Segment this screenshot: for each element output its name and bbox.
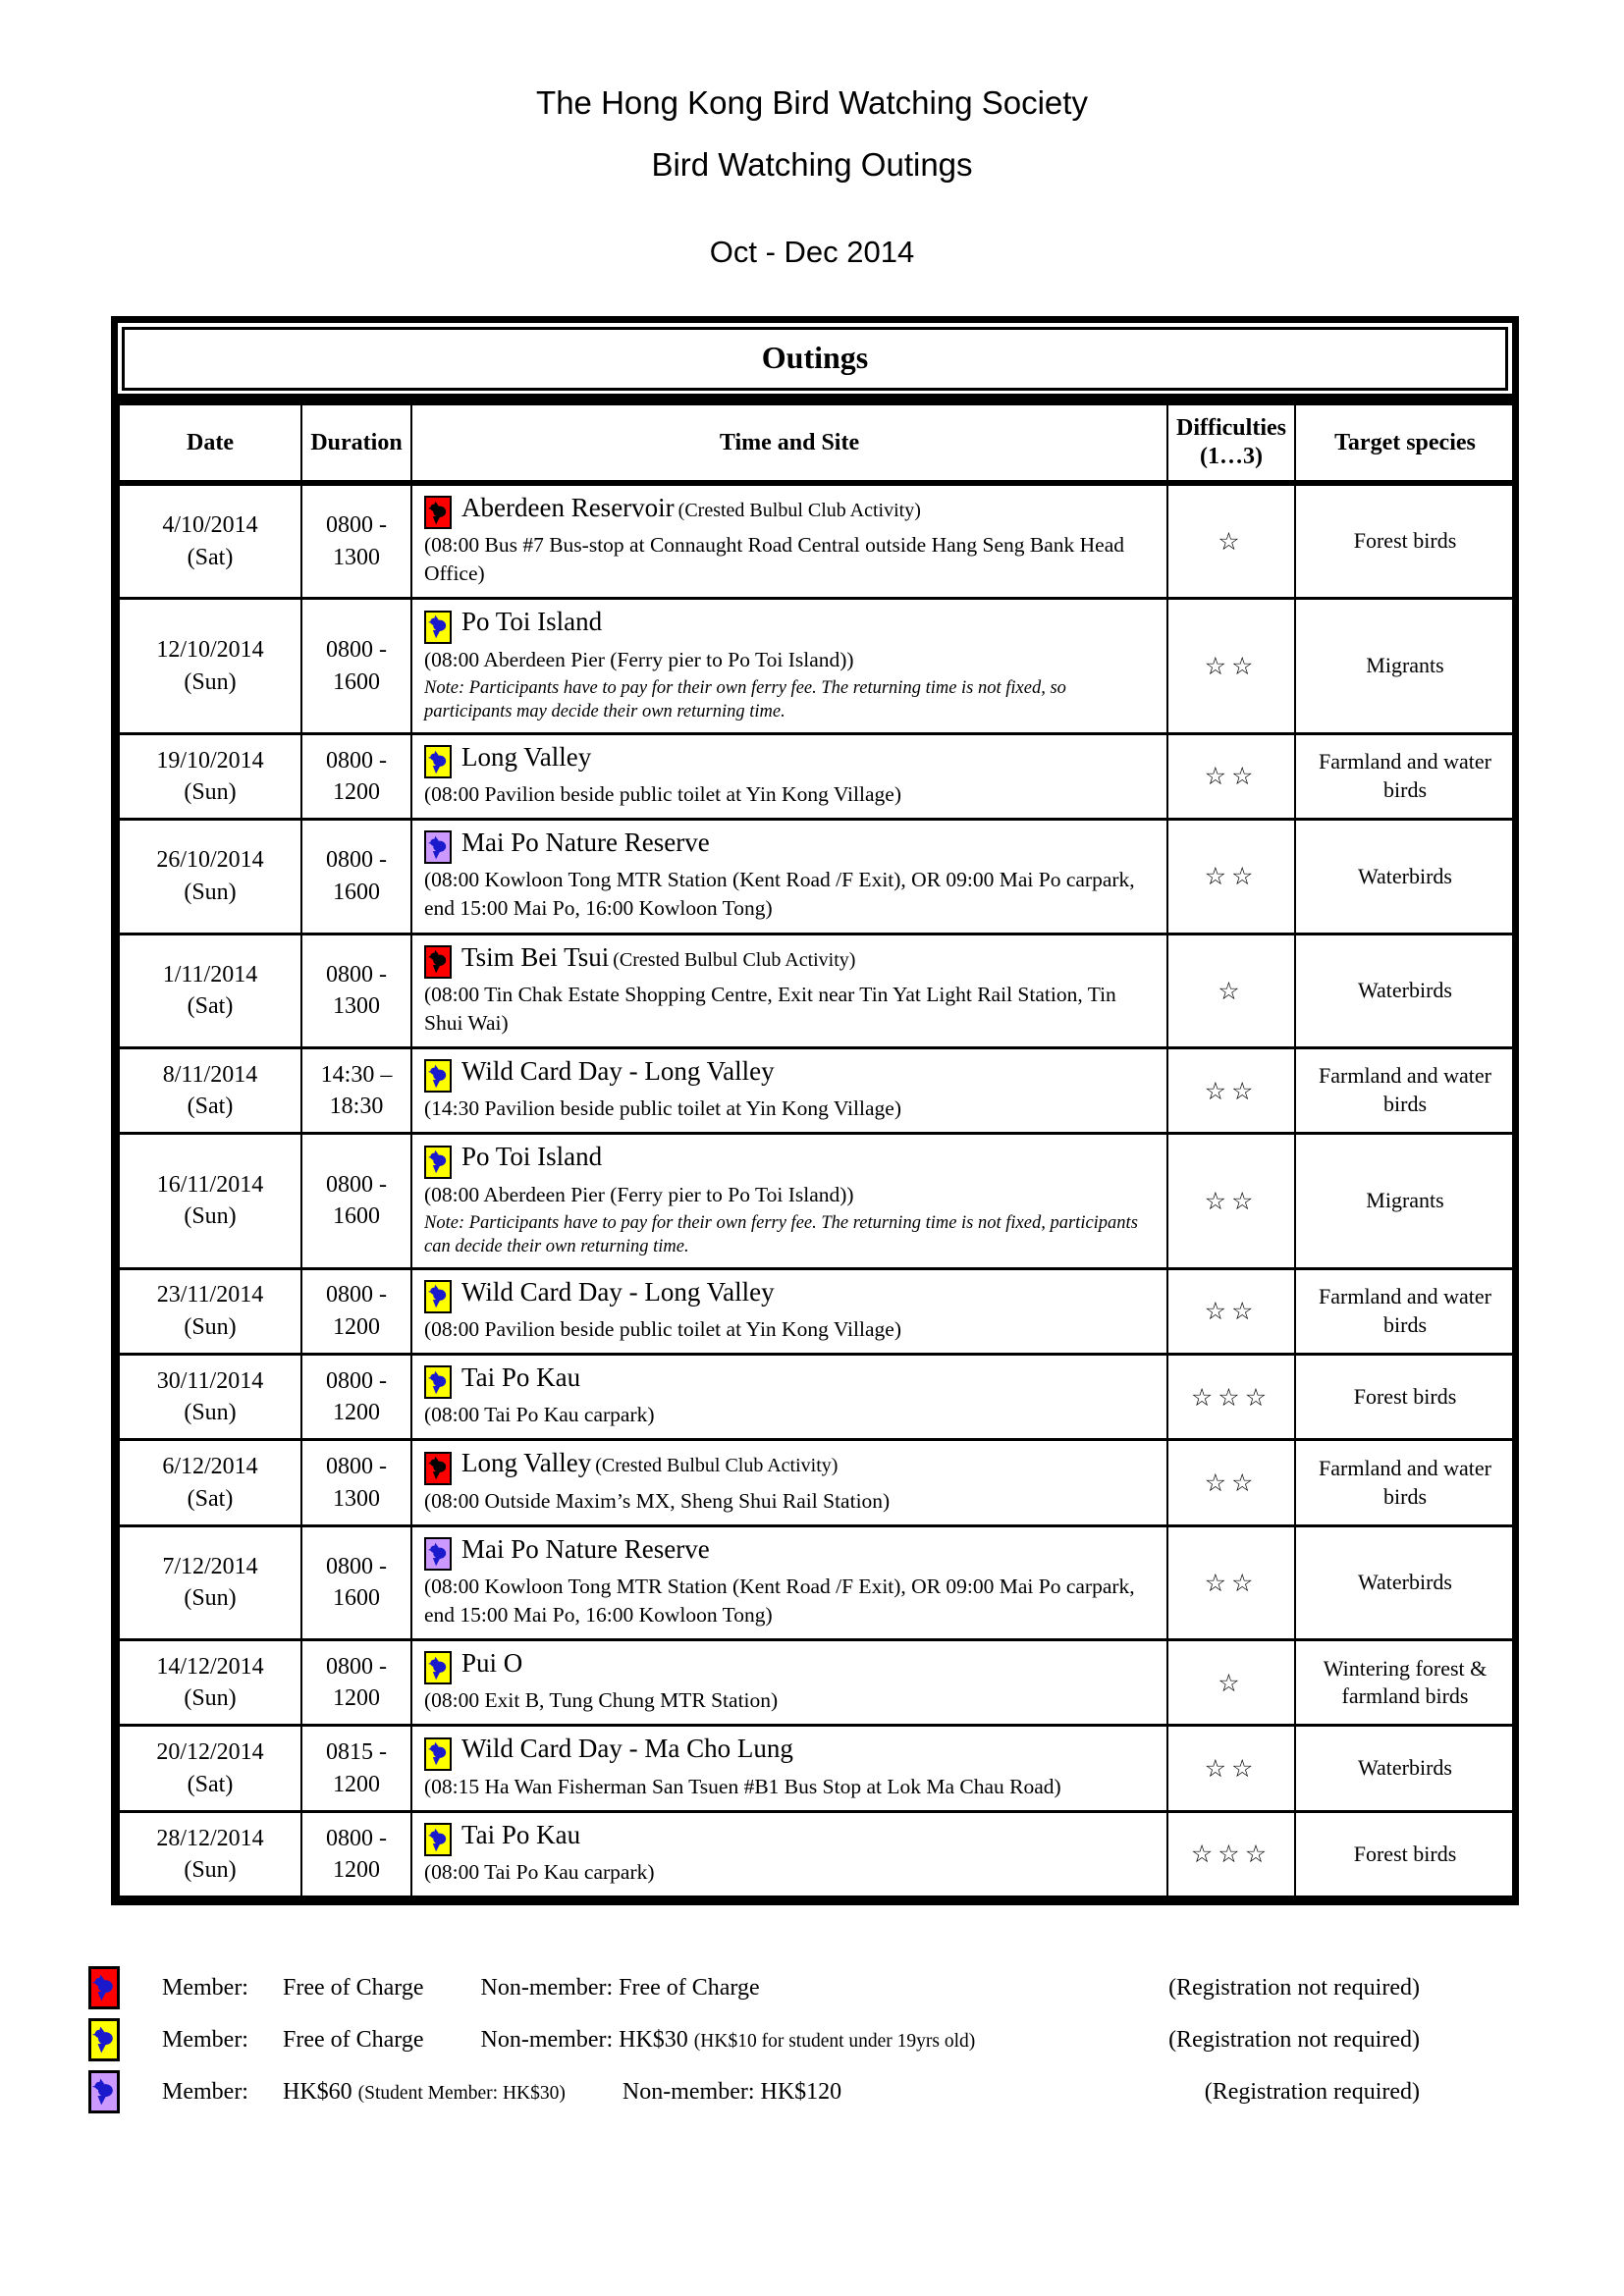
target-species-cell: Waterbirds: [1295, 934, 1515, 1047]
duration-start: 0800 -: [326, 1172, 387, 1199]
date-weekday: (Sun): [184, 668, 237, 695]
difficulty-stars: ☆☆☆: [1190, 1840, 1272, 1869]
date-weekday: (Sun): [184, 1585, 237, 1612]
target-species-cell: Forest birds: [1295, 483, 1515, 599]
legend-registration-note: (Registration required): [1204, 2078, 1420, 2105]
difficulty-cell: [1167, 934, 1295, 1047]
date-value: 4/10/2014: [162, 512, 258, 539]
date-weekday: (Sat): [187, 1485, 234, 1512]
difficulty-cell: [1167, 483, 1295, 599]
outings-table-body: [119, 483, 1515, 1897]
purple-bird-icon: [424, 1537, 452, 1571]
date-value: 6/12/2014: [162, 1454, 258, 1480]
legend-member-label: Member:: [162, 1974, 248, 2001]
duration-start: 0800 -: [326, 961, 387, 988]
meeting-detail: (08:00 Exit B, Tung Chung MTR Station): [424, 1688, 779, 1713]
duration-end: 1200: [333, 1313, 380, 1340]
duration-cell: [301, 1354, 411, 1439]
duration-end: 1600: [333, 1585, 380, 1612]
duration-cell: [301, 1811, 411, 1896]
table-row: [119, 1811, 1515, 1896]
duration-cell: [301, 820, 411, 934]
time-and-site-cell: [411, 1268, 1167, 1354]
yellow-bird-icon: [424, 1280, 452, 1313]
difficulty-stars: ☆☆: [1204, 762, 1259, 791]
difficulty-cell: [1167, 1525, 1295, 1639]
purple-bird-icon: [424, 830, 452, 864]
time-and-site-cell: [411, 483, 1167, 599]
meeting-detail: (08:00 Kowloon Tong MTR Station (Kent Road /F Exit), OR 09:00 Mai Po carpark, end 15:00 Mai Po, 16:00 Kowloon Tong): [424, 1575, 1135, 1628]
duration-start: 0800 -: [326, 512, 387, 539]
date-cell: [119, 1047, 301, 1133]
date-cell: [119, 934, 301, 1047]
site-title-line: [424, 493, 1155, 529]
column-header-difficulties: [1167, 404, 1295, 484]
meeting-detail: (08:00 Aberdeen Pier (Ferry pier to Po Toi Island)): [424, 647, 854, 671]
red-bird-icon: [424, 945, 452, 979]
date-cell: [119, 1640, 301, 1726]
divider: [118, 394, 1512, 402]
date-cell: [119, 1268, 301, 1354]
date-value: 8/11/2014: [162, 1061, 258, 1088]
difficulty-stars: ☆☆: [1204, 652, 1259, 681]
date-value: 20/12/2014: [156, 1739, 264, 1766]
date-weekday: (Sun): [184, 1856, 237, 1883]
site-title-line: [424, 1448, 1155, 1484]
target-species-cell: Farmland and water birds: [1295, 1268, 1515, 1354]
date-cell: [119, 599, 301, 733]
legend-member-label: Member:: [162, 2026, 248, 2053]
meeting-detail: (08:15 Ha Wan Fisherman San Tsuen #B1 Bus Stop at Lok Ma Chau Road): [424, 1774, 1061, 1798]
fee-legend: [88, 1966, 1496, 2113]
difficulty-cell: [1167, 1640, 1295, 1726]
site-title-suffix: (Crested Bulbul Club Activity): [677, 500, 921, 521]
table-row: [119, 1354, 1515, 1439]
duration-cell: [301, 1640, 411, 1726]
site-title-line: [424, 1362, 1155, 1399]
date-weekday: (Sat): [187, 544, 234, 570]
duration-cell: [301, 1047, 411, 1133]
difficulty-cell: [1167, 1268, 1295, 1354]
difficulty-stars: ☆: [1218, 527, 1245, 557]
legend-registration-note: (Registration not required): [1168, 1974, 1420, 2001]
legend-member-value: Free of Charge: [282, 1974, 424, 2001]
duration-start: 0800 -: [326, 1653, 387, 1680]
date-cell: [119, 1354, 301, 1439]
duration-cell: [301, 1268, 411, 1354]
legend-nonmember: Non-member: Free of Charge: [480, 1974, 760, 2001]
date-cell: [119, 1811, 301, 1896]
date-value: 28/12/2014: [156, 1825, 264, 1851]
duration-cell: [301, 483, 411, 599]
target-species-cell: Waterbirds: [1295, 820, 1515, 934]
meeting-detail: (08:00 Tai Po Kau carpark): [424, 1860, 655, 1885]
difficulty-stars: ☆: [1218, 976, 1245, 1005]
date-weekday: (Sun): [184, 1685, 237, 1712]
target-species-cell: Migrants: [1295, 599, 1515, 733]
legend-member-small: (Student Member: HK$30): [357, 2082, 566, 2104]
difficulty-cell: [1167, 1811, 1295, 1896]
date-value: 1/11/2014: [162, 961, 258, 988]
site-title: Pui O: [461, 1648, 523, 1679]
date-weekday: (Sat): [187, 1094, 234, 1120]
difficulty-stars: ☆☆: [1204, 862, 1259, 891]
site-title-line: [424, 607, 1155, 643]
column-header-date: Date: [119, 404, 301, 484]
table-row: [119, 1525, 1515, 1639]
table-row: [119, 483, 1515, 599]
time-and-site-cell: [411, 733, 1167, 819]
duration-start: 0815 -: [326, 1739, 387, 1766]
legend-row: [88, 1966, 1496, 2009]
duration-cell: [301, 934, 411, 1047]
duration-cell: [301, 1726, 411, 1811]
difficulty-cell: [1167, 1726, 1295, 1811]
duration-end: 1200: [333, 1771, 380, 1797]
red-bird-icon: [424, 1452, 452, 1485]
site-title: Po Toi Island: [461, 607, 603, 637]
difficulty-stars: ☆☆: [1204, 1568, 1259, 1597]
site-title: Long Valley: [461, 741, 592, 772]
difficulty-cell: [1167, 733, 1295, 819]
site-title: Aberdeen Reservoir: [461, 493, 675, 522]
difficulty-stars: ☆☆☆: [1190, 1382, 1272, 1412]
duration-start: 0800 -: [326, 847, 387, 874]
period-label: Oct - Dec 2014: [709, 235, 915, 269]
site-title: Long Valley: [461, 1448, 592, 1478]
site-title-suffix: (Crested Bulbul Club Activity): [613, 948, 856, 971]
site-title-line: [424, 1056, 1155, 1093]
site-title-line: [424, 828, 1155, 864]
site-title-line: [424, 742, 1155, 778]
target-species-cell: Farmland and water birds: [1295, 1440, 1515, 1525]
time-and-site-cell: [411, 1811, 1167, 1896]
duration-start: 0800 -: [326, 1825, 387, 1851]
time-and-site-cell: [411, 1354, 1167, 1439]
date-value: 23/11/2014: [156, 1282, 264, 1308]
difficulty-stars: ☆☆: [1204, 1076, 1259, 1105]
date-cell: [119, 483, 301, 599]
document-header: [0, 0, 1624, 270]
duration-end: 1200: [333, 1685, 380, 1712]
duration-end: 1600: [333, 879, 380, 905]
table-row: [119, 1440, 1515, 1525]
date-cell: [119, 733, 301, 819]
site-title: Po Toi Island: [461, 1142, 603, 1172]
date-cell: [119, 1726, 301, 1811]
yellow-bird-icon: [424, 1651, 452, 1684]
target-species-cell: Forest birds: [1295, 1354, 1515, 1439]
table-row: [119, 820, 1515, 934]
difficulties-label-line1: Difficulties: [1176, 415, 1286, 441]
duration-start: 0800 -: [326, 747, 387, 774]
date-cell: [119, 1134, 301, 1268]
site-title: Mai Po Nature Reserve: [461, 828, 710, 858]
site-note: Note: Participants have to pay for their own ferry fee. The returning time is not fixed, participants can decide their own returning time.: [424, 1212, 1138, 1256]
site-title: Wild Card Day - Ma Cho Lung: [461, 1734, 793, 1764]
outings-table-frame: [111, 316, 1519, 1905]
meeting-detail: (08:00 Tai Po Kau carpark): [424, 1403, 655, 1427]
yellow-bird-icon: [424, 1146, 452, 1179]
duration-cell: [301, 599, 411, 733]
difficulty-stars: ☆☆: [1204, 1186, 1259, 1215]
duration-end: 1200: [333, 1400, 380, 1426]
duration-end: 1600: [333, 1203, 380, 1230]
difficulty-cell: [1167, 820, 1295, 934]
date-value: 12/10/2014: [156, 637, 264, 664]
date-weekday: (Sun): [184, 1203, 237, 1230]
date-weekday: (Sun): [184, 1313, 237, 1340]
difficulty-cell: [1167, 1440, 1295, 1525]
difficulty-cell: [1167, 1047, 1295, 1133]
purple-bird-icon: [88, 2070, 120, 2113]
yellow-bird-icon: [424, 745, 452, 778]
time-and-site-cell: [411, 1440, 1167, 1525]
table-row: [119, 934, 1515, 1047]
site-title-line: [424, 1820, 1155, 1856]
difficulty-stars: ☆: [1218, 1668, 1245, 1697]
site-title-line: [424, 942, 1155, 979]
time-and-site-cell: [411, 1726, 1167, 1811]
date-value: 7/12/2014: [162, 1553, 258, 1579]
date-weekday: (Sun): [184, 1400, 237, 1426]
table-row: [119, 1134, 1515, 1268]
difficulty-stars: ☆☆: [1204, 1468, 1259, 1497]
legend-nonmember: Non-member: HK$120: [622, 2078, 842, 2105]
page-title: The Hong Kong Bird Watching Society: [536, 84, 1088, 121]
meeting-detail: (08:00 Pavilion beside public toilet at Yin Kong Village): [424, 1316, 901, 1341]
column-header-time-site: Time and Site: [411, 404, 1167, 484]
duration-start: 14:30 –: [320, 1061, 393, 1088]
legend-nonmember-small: (HK$10 for student under 19yrs old): [693, 2030, 976, 2052]
duration-start: 0800 -: [326, 1454, 387, 1480]
meeting-detail: (08:00 Outside Maxim’s MX, Sheng Shui Rail Station): [424, 1488, 891, 1513]
date-value: 19/10/2014: [156, 747, 264, 774]
site-title: Wild Card Day - Long Valley: [461, 1276, 775, 1307]
column-header-duration: Duration: [301, 404, 411, 484]
table-row: [119, 1640, 1515, 1726]
target-species-cell: Forest birds: [1295, 1811, 1515, 1896]
table-title: Outings: [122, 327, 1508, 391]
site-title-line: [424, 1734, 1155, 1770]
table-header-row: [119, 404, 1515, 484]
yellow-bird-icon: [424, 1823, 452, 1856]
duration-cell: [301, 1134, 411, 1268]
table-row: [119, 1047, 1515, 1133]
duration-end: 1300: [333, 544, 380, 570]
site-note: Note: Participants have to pay for their own ferry fee. The returning time is not fixed, so participants may decide their own returning time.: [424, 677, 1066, 721]
legend-member-value: Free of Charge: [282, 2026, 424, 2053]
red-bird-icon: [88, 1966, 120, 2009]
target-species-cell: Migrants: [1295, 1134, 1515, 1268]
time-and-site-cell: [411, 599, 1167, 733]
target-species-cell: Waterbirds: [1295, 1525, 1515, 1639]
time-and-site-cell: [411, 1640, 1167, 1726]
date-value: 16/11/2014: [156, 1172, 264, 1199]
meeting-detail: (08:00 Pavilion beside public toilet at Yin Kong Village): [424, 782, 901, 807]
yellow-bird-icon: [424, 1365, 452, 1399]
date-value: 14/12/2014: [156, 1653, 264, 1680]
duration-start: 0800 -: [326, 1282, 387, 1308]
date-weekday: (Sun): [184, 879, 237, 905]
duration-end: 1300: [333, 1485, 380, 1512]
column-header-target-species: Target species: [1295, 404, 1515, 484]
difficulty-cell: [1167, 599, 1295, 733]
site-title-line: [424, 1142, 1155, 1178]
date-cell: [119, 1440, 301, 1525]
difficulty-stars: ☆☆: [1204, 1297, 1259, 1326]
site-title-line: [424, 1277, 1155, 1313]
legend-row: [88, 2018, 1496, 2061]
time-and-site-cell: [411, 934, 1167, 1047]
date-value: 26/10/2014: [156, 847, 264, 874]
duration-end: 1200: [333, 1856, 380, 1883]
site-title: Tai Po Kau: [461, 1819, 581, 1849]
meeting-detail: (08:00 Bus #7 Bus-stop at Connaught Road Central outside Hang Seng Bank Head Office): [424, 533, 1125, 586]
site-title: Mai Po Nature Reserve: [461, 1533, 710, 1564]
duration-cell: [301, 1440, 411, 1525]
time-and-site-cell: [411, 1047, 1167, 1133]
target-species-cell: Farmland and water birds: [1295, 1047, 1515, 1133]
site-title-line: [424, 1534, 1155, 1571]
difficulty-cell: [1167, 1134, 1295, 1268]
target-species-cell: Wintering forest & farmland birds: [1295, 1640, 1515, 1726]
duration-cell: [301, 1525, 411, 1639]
yellow-bird-icon: [424, 1737, 452, 1771]
site-title: Wild Card Day - Long Valley: [461, 1055, 775, 1086]
duration-end: 1200: [333, 778, 380, 805]
table-row: [119, 1268, 1515, 1354]
legend-member-value: HK$60 (Student Member: HK$30): [282, 2078, 566, 2105]
difficulties-label-line2: (1…3): [1200, 444, 1263, 469]
difficulty-stars: ☆☆: [1204, 1754, 1259, 1784]
yellow-bird-icon: [424, 611, 452, 644]
date-cell: [119, 820, 301, 934]
meeting-detail: (08:00 Kowloon Tong MTR Station (Kent Road /F Exit), OR 09:00 Mai Po carpark, end 15:00 Mai Po, 16:00 Kowloon Tong): [424, 868, 1135, 921]
difficulty-cell: [1167, 1354, 1295, 1439]
legend-registration-note: (Registration not required): [1168, 2026, 1420, 2053]
date-weekday: (Sat): [187, 1771, 234, 1797]
time-and-site-cell: [411, 1525, 1167, 1639]
legend-nonmember: Non-member: HK$30 (HK$10 for student under 19yrs old): [480, 2026, 976, 2053]
duration-end: 1600: [333, 668, 380, 695]
meeting-detail: (14:30 Pavilion beside public toilet at Yin Kong Village): [424, 1096, 901, 1121]
date-value: 30/11/2014: [156, 1367, 264, 1394]
site-title: Tsim Bei Tsui: [461, 941, 610, 972]
date-weekday: (Sun): [184, 778, 237, 805]
date-cell: [119, 1525, 301, 1639]
site-title-line: [424, 1648, 1155, 1684]
target-species-cell: Farmland and water birds: [1295, 733, 1515, 819]
duration-cell: [301, 733, 411, 819]
red-bird-icon: [424, 496, 452, 529]
duration-start: 0800 -: [326, 637, 387, 664]
table-row: [119, 733, 1515, 819]
duration-start: 0800 -: [326, 1553, 387, 1579]
date-weekday: (Sat): [187, 993, 234, 1020]
legend-member-label: Member:: [162, 2078, 248, 2105]
yellow-bird-icon: [424, 1059, 452, 1093]
table-row: [119, 599, 1515, 733]
legend-row: [88, 2070, 1496, 2113]
meeting-detail: (08:00 Aberdeen Pier (Ferry pier to Po Toi Island)): [424, 1182, 854, 1206]
site-title: Tai Po Kau: [461, 1362, 581, 1392]
site-title-suffix: (Crested Bulbul Club Activity): [595, 1455, 839, 1477]
duration-end: 1300: [333, 993, 380, 1020]
target-species-cell: Waterbirds: [1295, 1726, 1515, 1811]
yellow-bird-icon: [88, 2018, 120, 2061]
meeting-detail: (08:00 Tin Chak Estate Shopping Centre, Exit near Tin Yat Light Rail Station, Tin Shui Wai): [424, 982, 1116, 1035]
time-and-site-cell: [411, 1134, 1167, 1268]
duration-start: 0800 -: [326, 1367, 387, 1394]
outings-table: [118, 402, 1516, 1898]
time-and-site-cell: [411, 820, 1167, 934]
duration-end: 18:30: [329, 1094, 384, 1120]
table-row: [119, 1726, 1515, 1811]
page-subtitle: Bird Watching Outings: [651, 146, 973, 183]
